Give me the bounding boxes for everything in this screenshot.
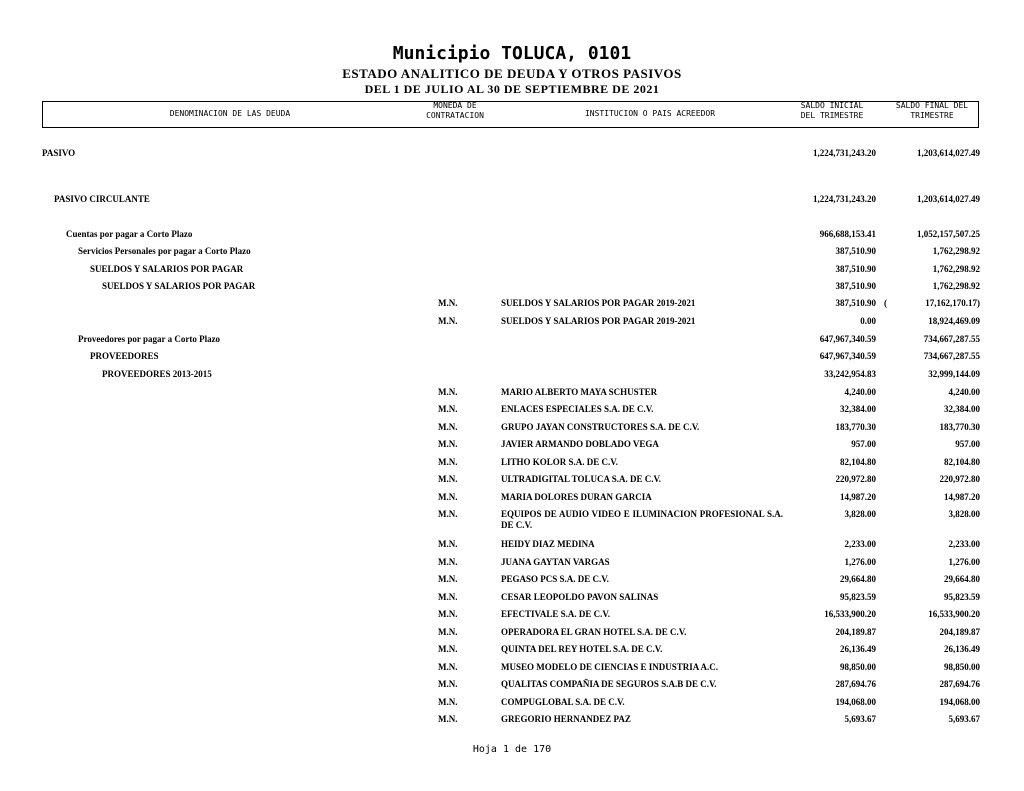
saldo-inicial: 2,233.00 xyxy=(844,539,876,549)
saldo-final: 14,987.20 xyxy=(944,492,980,502)
saldo-final: 1,762,298.92 xyxy=(932,264,980,274)
col-saldo-final-header xyxy=(882,101,982,121)
col-saldo-inicial-line2: DEL TRIMESTRE xyxy=(800,111,864,120)
saldo-final: 26,136.49 xyxy=(944,644,980,654)
saldo-inicial: 1,224,731,243.20 xyxy=(813,148,876,158)
table-row xyxy=(0,369,1024,386)
saldo-inicial: 387,510.90 xyxy=(835,246,876,256)
report-subtitle: ESTADO ANALITICO DE DEUDA Y OTROS PASIVOS xyxy=(342,66,682,81)
institucion: ENLACES ESPECIALES S.A. DE C.V. xyxy=(501,404,654,414)
table-row xyxy=(0,422,1024,439)
moneda: M.N. xyxy=(438,422,458,432)
saldo-inicial: 4,240.00 xyxy=(844,387,876,397)
col-moneda-line1: MONEDA DE xyxy=(433,101,477,110)
saldo-final: 220,972.80 xyxy=(939,474,980,484)
saldo-final: 29,664.80 xyxy=(944,574,980,584)
saldo-final: 32,999,144.09 xyxy=(928,369,980,379)
saldo-final: 194,068.00 xyxy=(939,697,980,707)
moneda: M.N. xyxy=(438,474,458,484)
row-label: PASIVO CIRCULANTE xyxy=(54,194,150,204)
institucion: CESAR LEOPOLDO PAVON SALINAS xyxy=(501,592,659,602)
institucion: PEGASO PCS S.A. DE C.V. xyxy=(501,574,609,584)
saldo-inicial: 98,850.00 xyxy=(840,662,876,672)
institucion: QUINTA DEL REY HOTEL S.A. DE C.V. xyxy=(501,644,663,654)
table-row xyxy=(0,194,1024,211)
moneda: M.N. xyxy=(438,404,458,414)
institucion: HEIDY DIAZ MEDINA xyxy=(501,539,595,549)
moneda: M.N. xyxy=(438,439,458,449)
moneda: M.N. xyxy=(438,539,458,549)
row-label: Cuentas por pagar a Corto Plazo xyxy=(66,229,193,239)
saldo-inicial: 82,104.80 xyxy=(840,457,876,467)
table-row xyxy=(0,264,1024,281)
saldo-inicial: 1,276.00 xyxy=(844,557,876,567)
table-row xyxy=(0,457,1024,474)
moneda: M.N. xyxy=(438,557,458,567)
page-title: Municipio TOLUCA, 0101 xyxy=(392,43,632,64)
saldo-inicial: 387,510.90 xyxy=(835,281,876,291)
saldo-final: 1,762,298.92 xyxy=(932,246,980,256)
saldo-inicial: 95,823.59 xyxy=(840,592,876,602)
saldo-inicial: 26,136.49 xyxy=(840,644,876,654)
institucion: MARIO ALBERTO MAYA SCHUSTER xyxy=(501,387,658,397)
table-row xyxy=(0,509,1024,537)
col-moneda-line2: CONTRATACION xyxy=(426,111,484,120)
moneda: M.N. xyxy=(438,298,458,308)
institucion: MUSEO MODELO DE CIENCIAS E INDUSTRIA A.C. xyxy=(501,662,719,672)
saldo-final: 1,276.00 xyxy=(948,557,980,567)
table-row xyxy=(0,298,1024,315)
saldo-final: 32,384.00 xyxy=(944,404,980,414)
table-row xyxy=(0,334,1024,351)
table-row xyxy=(0,557,1024,574)
moneda: M.N. xyxy=(438,609,458,619)
saldo-inicial: 14,987.20 xyxy=(840,492,876,502)
col-saldo-final-line2: TRIMESTRE xyxy=(910,111,954,120)
saldo-inicial: 0.00 xyxy=(860,316,876,326)
saldo-inicial: 387,510.90 xyxy=(835,298,876,308)
table-row xyxy=(0,592,1024,609)
saldo-inicial: 966,688,153.41 xyxy=(819,229,876,239)
saldo-final: 95,823.59 xyxy=(944,592,980,602)
row-label: Servicios Personales por pagar a Corto Plazo xyxy=(78,246,251,256)
institucion: EFECTIVALE S.A. DE C.V. xyxy=(501,609,610,619)
institucion: JAVIER ARMANDO DOBLADO VEGA xyxy=(501,439,659,449)
saldo-final: 82,104.80 xyxy=(944,457,980,467)
negative-paren: ( xyxy=(884,298,887,308)
row-label: SUELDOS Y SALARIOS POR PAGAR xyxy=(102,281,256,291)
saldo-inicial: 287,694.76 xyxy=(835,679,876,689)
institucion: MARIA DOLORES DURAN GARCIA xyxy=(501,492,652,502)
saldo-final: 1,203,614,027.49 xyxy=(917,148,980,158)
table-row xyxy=(0,404,1024,421)
table-row xyxy=(0,229,1024,246)
moneda: M.N. xyxy=(438,457,458,467)
table-row xyxy=(0,316,1024,333)
col-moneda-header xyxy=(400,101,510,121)
moneda: M.N. xyxy=(438,662,458,672)
saldo-final: 204,189.87 xyxy=(939,627,980,637)
saldo-final: 16,533,900.20 xyxy=(928,609,980,619)
saldo-inicial: 32,384.00 xyxy=(840,404,876,414)
saldo-inicial: 957.00 xyxy=(851,439,876,449)
saldo-final: 1,052,157,507.25 xyxy=(917,229,980,239)
table-row xyxy=(0,574,1024,591)
table-row xyxy=(0,697,1024,714)
col-saldo-inicial-header xyxy=(782,101,882,121)
table-row xyxy=(0,714,1024,731)
saldo-inicial: 16,533,900.20 xyxy=(824,609,876,619)
row-label: SUELDOS Y SALARIOS POR PAGAR xyxy=(90,264,244,274)
saldo-inicial: 1,224,731,243.20 xyxy=(813,194,876,204)
col-saldo-final-line1: SALDO FINAL DEL xyxy=(895,101,969,110)
institucion: OPERADORA EL GRAN HOTEL S.A. DE C.V. xyxy=(501,627,687,637)
report-period: DEL 1 DE JULIO AL 30 DE SEPTIEMBRE DE 2021 xyxy=(364,82,660,96)
institucion: LITHO KOLOR S.A. DE C.V. xyxy=(501,457,618,467)
saldo-final: 98,850.00 xyxy=(944,662,980,672)
table-row xyxy=(0,351,1024,368)
table-row xyxy=(0,609,1024,626)
table-row xyxy=(0,627,1024,644)
moneda: M.N. xyxy=(438,679,458,689)
table-row xyxy=(0,644,1024,661)
row-label: Proveedores por pagar a Corto Plazo xyxy=(78,334,221,344)
moneda: M.N. xyxy=(438,387,458,397)
moneda: M.N. xyxy=(438,492,458,502)
saldo-final: 17,162,170.17) xyxy=(925,298,980,308)
row-label: PROVEEDORES 2013-2015 xyxy=(102,369,212,379)
saldo-final: 4,240.00 xyxy=(948,387,980,397)
moneda: M.N. xyxy=(438,592,458,602)
saldo-inicial: 183,770.30 xyxy=(835,422,876,432)
institucion: GRUPO JAYAN CONSTRUCTORES S.A. DE C.V. xyxy=(501,422,700,432)
moneda: M.N. xyxy=(438,627,458,637)
table-row xyxy=(0,492,1024,509)
saldo-inicial: 204,189.87 xyxy=(835,627,876,637)
institucion: JUANA GAYTAN VARGAS xyxy=(501,557,610,567)
saldo-inicial: 33,242,954.83 xyxy=(824,369,876,379)
row-label: PASIVO xyxy=(42,148,76,158)
institucion: EQUIPOS DE AUDIO VIDEO E ILUMINACION PROFESIONAL S.A. DE C.V. xyxy=(501,509,783,530)
institucion: QUALITAS COMPAÑIA DE SEGUROS S.A.B DE C.V. xyxy=(501,679,717,689)
table-row xyxy=(0,281,1024,298)
moneda: M.N. xyxy=(438,574,458,584)
col-institucion-header: INSTITUCION O PAIS ACREEDOR xyxy=(584,109,716,118)
table-row xyxy=(0,539,1024,556)
saldo-inicial: 194,068.00 xyxy=(835,697,876,707)
saldo-final: 734,667,287.55 xyxy=(923,351,980,361)
institucion: ULTRADIGITAL TOLUCA S.A. DE C.V. xyxy=(501,474,662,484)
table-row xyxy=(0,679,1024,696)
saldo-final: 1,762,298.92 xyxy=(932,281,980,291)
moneda: M.N. xyxy=(438,714,458,724)
saldo-inicial: 220,972.80 xyxy=(835,474,876,484)
saldo-final: 2,233.00 xyxy=(948,539,980,549)
col-denominacion-header: DENOMINACION DE LAS DEUDA xyxy=(169,109,291,118)
moneda: M.N. xyxy=(438,644,458,654)
saldo-final: 5,693.67 xyxy=(948,714,980,724)
table-row xyxy=(0,662,1024,679)
institucion: COMPUGLOBAL S.A. DE C.V. xyxy=(501,697,625,707)
institucion: SUELDOS Y SALARIOS POR PAGAR 2019-2021 xyxy=(501,298,696,308)
saldo-final: 734,667,287.55 xyxy=(923,334,980,344)
table-row xyxy=(0,474,1024,491)
saldo-final: 957.00 xyxy=(955,439,980,449)
institucion: GREGORIO HERNANDEZ PAZ xyxy=(501,714,631,724)
row-label: PROVEEDORES xyxy=(90,351,159,361)
table-row xyxy=(0,439,1024,456)
table-row xyxy=(0,148,1024,165)
table-row xyxy=(0,387,1024,404)
saldo-final: 183,770.30 xyxy=(939,422,980,432)
saldo-final: 3,828.00 xyxy=(948,509,980,519)
saldo-inicial: 5,693.67 xyxy=(844,714,876,724)
page-number: Hoja 1 de 170 xyxy=(472,744,552,755)
saldo-final: 1,203,614,027.49 xyxy=(917,194,980,204)
table-row xyxy=(0,246,1024,263)
moneda: M.N. xyxy=(438,697,458,707)
saldo-final: 18,924,469.09 xyxy=(928,316,980,326)
moneda: M.N. xyxy=(438,509,458,519)
saldo-inicial: 3,828.00 xyxy=(844,509,876,519)
col-saldo-inicial-line1: SALDO INICIAL xyxy=(800,101,864,110)
saldo-inicial: 387,510.90 xyxy=(835,264,876,274)
institucion: SUELDOS Y SALARIOS POR PAGAR 2019-2021 xyxy=(501,316,696,326)
saldo-final: 287,694.76 xyxy=(939,679,980,689)
moneda: M.N. xyxy=(438,316,458,326)
saldo-inicial: 29,664.80 xyxy=(840,574,876,584)
saldo-inicial: 647,967,340.59 xyxy=(819,351,876,361)
saldo-inicial: 647,967,340.59 xyxy=(819,334,876,344)
